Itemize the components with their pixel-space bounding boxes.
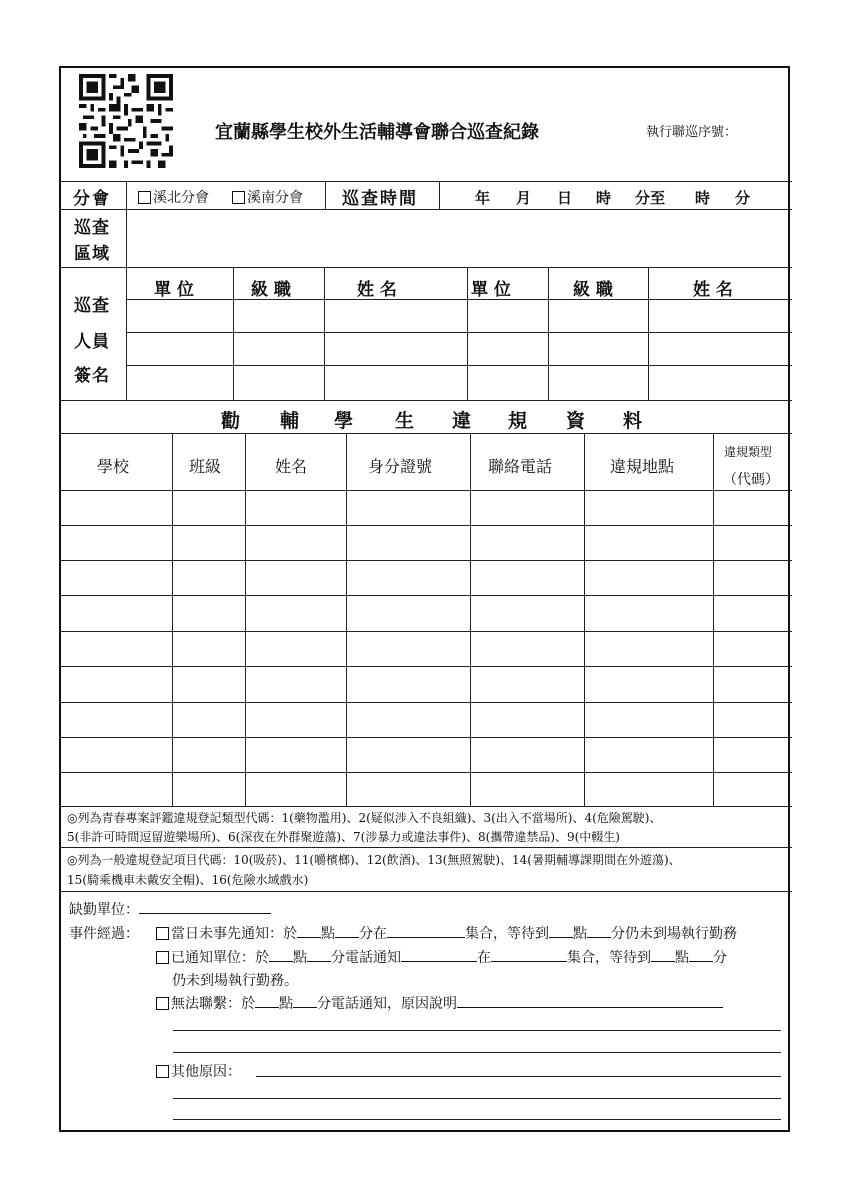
time-minute-to: 分至 [635,189,666,207]
col-class: 班級 [189,457,222,476]
branch-option-xinan[interactable]: 溪南分會 [232,187,303,207]
branch-label: 分會 [73,189,111,209]
col-violation-code: （代碼） [723,472,779,488]
branch-option-xibei[interactable]: 溪北分會 [138,187,209,207]
record-form [59,66,790,1132]
other-reason-line[interactable] [173,1098,781,1099]
time-day: 日 [557,189,573,207]
col-id-number: 身分證號 [368,457,433,476]
staff-col-rank-1: 級 職 [251,280,291,300]
note-youth-codes-line2: 5(非許可時間逗留遊樂場所)、6(深夜在外群聚遊蕩)、7(涉暴力或違法事件)、8(攜帶違禁品)、9(中輟生) [67,830,620,844]
event-label: 事件經過： [69,926,139,942]
checkbox-icon[interactable] [156,1065,169,1078]
qr-code-icon [79,74,173,168]
violation-title-char: 學 [334,410,354,432]
time-year: 年 [475,189,491,207]
violation-title-char: 勸 [221,410,241,432]
checkbox-icon[interactable] [156,997,169,1010]
patrol-area-label-2: 區域 [74,244,110,264]
col-violation-type: 違規類型 [724,445,773,459]
violation-title-char: 輔 [280,410,300,432]
patrol-area-field[interactable] [128,211,790,265]
time-month: 月 [516,189,532,207]
sequence-number-label: 執行聯巡序號： [646,125,738,140]
option-notified-line2: 仍未到場執行勤務。 [172,973,298,989]
time-hour-end: 時 [695,189,711,207]
staff-col-unit-1: 單 位 [154,280,194,300]
col-school: 學校 [97,457,130,476]
checkbox-icon[interactable] [156,927,169,940]
patrol-area-label-1: 巡查 [74,218,110,238]
time-hour: 時 [596,189,612,207]
reason-line[interactable] [173,1030,781,1031]
note-general-codes-line1: ◎列為一般違規登記項目代碼：10(吸菸)、11(嚼檳榔)、12(飲酒)、13(無照駕駛)、14(暑期輔導課期間在外遊蕩)、 [67,853,681,867]
violation-title-char: 規 [508,410,528,432]
option-notified: 已通知單位：於 點 分電話通知 在 集合，等待到 點 分 [156,947,727,967]
violation-title-char: 資 [566,410,586,432]
checkbox-icon[interactable] [232,191,245,204]
staff-col-unit-2: 單 位 [471,280,511,300]
option-other: 其他原因： [156,1061,241,1081]
time-minute-end: 分 [735,189,751,207]
violation-title-char: 料 [623,410,643,432]
checkbox-icon[interactable] [156,951,169,964]
option-no-notice: 當日未事先通知：於 點 分在 集合，等待到 點 分仍未到場執行勤務 [156,923,737,943]
staff-col-name-2: 姓 名 [693,280,733,300]
col-name: 姓名 [275,457,308,476]
reason-line[interactable] [173,1052,781,1053]
option-unreachable: 無法聯繫：於 點 分電話通知，原因說明 [156,993,723,1013]
staff-col-name-1: 姓 名 [357,280,397,300]
staff-sign-label-3: 簽名 [74,366,110,386]
other-reason-line[interactable] [256,1076,781,1077]
violation-title-char: 生 [395,410,415,432]
note-general-codes-line2: 15(騎乘機車未戴安全帽)、16(危險水域戲水) [67,873,309,887]
patrol-time-label: 巡查時間 [342,189,418,209]
checkbox-icon[interactable] [138,191,151,204]
col-location: 違規地點 [610,457,675,476]
other-reason-line[interactable] [173,1119,781,1120]
staff-col-rank-2: 級 職 [573,280,613,300]
violation-title-char: 違 [452,410,472,432]
form-title: 宜蘭縣學生校外生活輔導會聯合巡查紀錄 [215,122,539,143]
col-phone: 聯絡電話 [488,457,553,476]
absent-unit-field[interactable] [139,899,271,914]
staff-sign-label-1: 巡查 [74,296,110,316]
absent-unit-label: 缺勤單位： [69,899,271,919]
staff-sign-label-2: 人員 [74,332,110,352]
note-youth-codes-line1: ◎列為青春專案評鑑違規登記類型代碼：1(藥物濫用)、2(疑似涉入不良組織)、3(出入不當場所)、4(危險駕駛)、 [67,811,662,825]
